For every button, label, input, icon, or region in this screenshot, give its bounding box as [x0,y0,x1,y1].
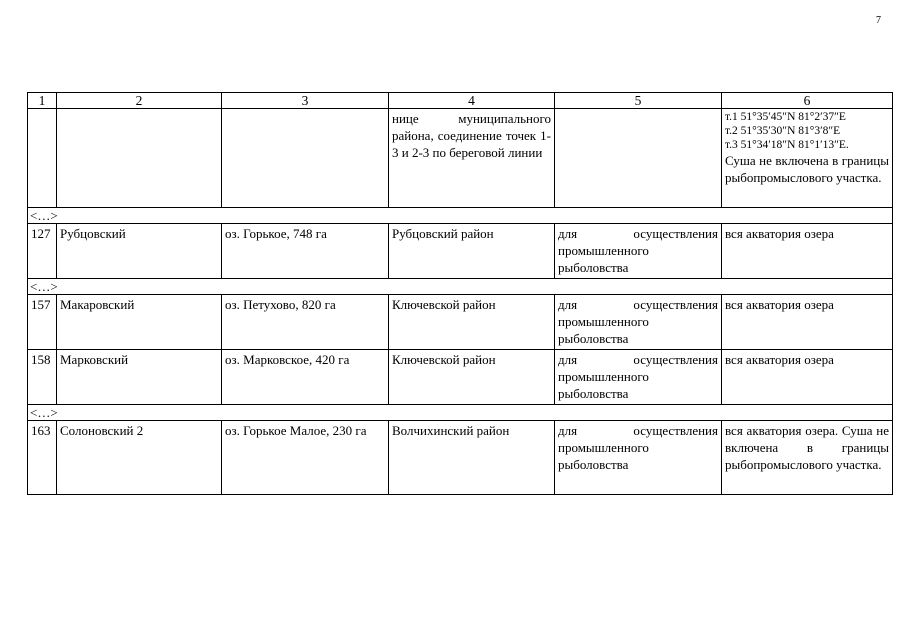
row-number: 158 [28,350,57,405]
boundary: вся акватория озера [722,295,893,350]
table-row [28,224,893,279]
coordinate-point: т.3 51°34′18″N 81°1′13″E. [725,139,849,151]
purpose: для осуществления промышленного рыболовства [555,224,722,279]
boundary-continuation-text: нице муниципального района, соединение точек 1-3 и 2-3 по береговой линии [389,109,555,208]
area-name: Рубцовский [57,224,222,279]
area-name: Солоновский 2 [57,421,222,495]
water-body: оз. Горькое Малое, 230 га [222,421,389,495]
omission-marker: <…> [28,208,893,224]
boundary: вся акватория озера. Суша не включена в границы рыбопромыслового участка. [722,421,893,495]
land-exclusion-note: Суша не включена в границы рыбопромыслового участка. [725,153,889,185]
column-header: 5 [555,93,722,109]
omission-row [28,208,893,224]
omission-marker: <…> [28,405,893,421]
empty-cell [555,109,722,208]
district: Волчихинский район [389,421,555,495]
column-header: 4 [389,93,555,109]
fishing-areas-table [27,92,893,495]
purpose: для осуществления промышленного рыболовства [555,421,722,495]
purpose: для осуществления промышленного рыболовства [555,295,722,350]
district: Ключевской район [389,350,555,405]
header-row [28,93,893,109]
area-name: Макаровский [57,295,222,350]
table-row [28,350,893,405]
coordinate-point: т.2 51°35′30″N 81°3′8″E [725,125,841,137]
table-row [28,295,893,350]
table-row [28,421,893,495]
water-body: оз. Горькое, 748 га [222,224,389,279]
boundary: вся акватория озера [722,350,893,405]
row-number: 157 [28,295,57,350]
purpose: для осуществления промышленного рыболовства [555,350,722,405]
omission-marker: <…> [28,279,893,295]
water-body: оз. Петухово, 820 га [222,295,389,350]
column-header: 2 [57,93,222,109]
boundary: вся акватория озера [722,224,893,279]
area-name: Марковский [57,350,222,405]
water-body: оз. Марковское, 420 га [222,350,389,405]
empty-cell [222,109,389,208]
page-number: 7 [876,15,881,26]
empty-cell [57,109,222,208]
column-header: 1 [28,93,57,109]
coordinates-cell [722,109,893,208]
omission-row [28,405,893,421]
coordinate-point: т.1 51°35′45″N 81°2′37″E [725,111,846,123]
omission-row [28,279,893,295]
column-header: 6 [722,93,893,109]
district: Рубцовский район [389,224,555,279]
row-number: 163 [28,421,57,495]
district: Ключевской район [389,295,555,350]
row-number: 127 [28,224,57,279]
continuation-row [28,109,893,208]
column-header: 3 [222,93,389,109]
empty-cell [28,109,57,208]
